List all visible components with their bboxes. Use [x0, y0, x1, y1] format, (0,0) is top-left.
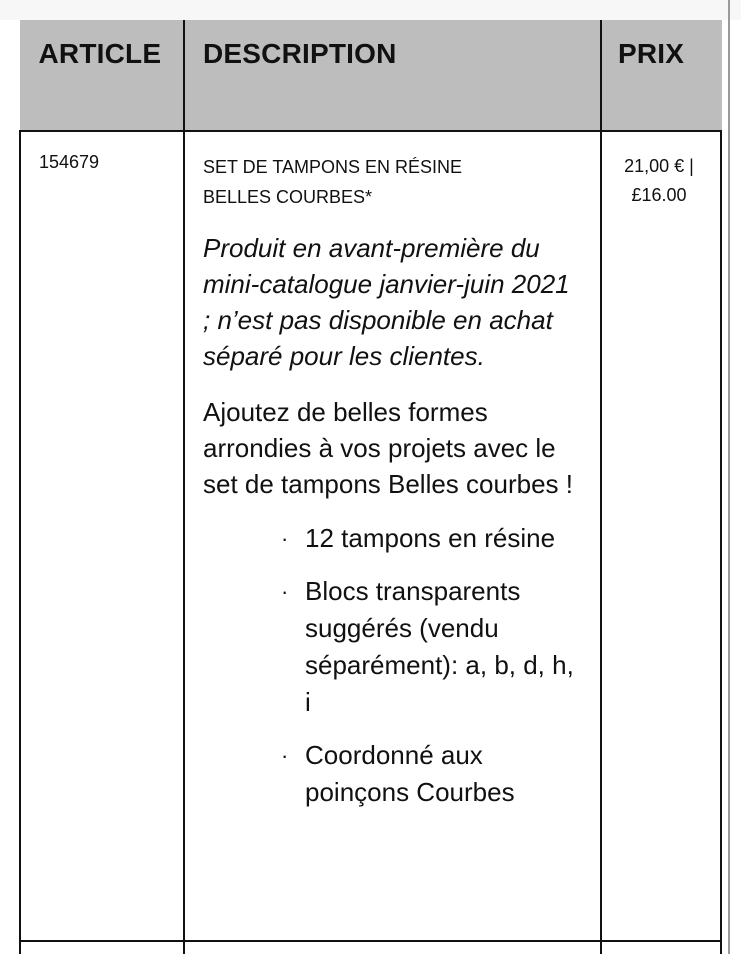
feature-list — [203, 520, 584, 811]
article-number: 154679 — [20, 131, 184, 941]
table-row — [20, 131, 721, 941]
feature-text: Coordonné aux poinçons Courbes — [305, 740, 515, 807]
table-row-next — [20, 941, 721, 954]
bullet-icon: · — [281, 743, 289, 768]
product-intro: Ajoutez de belles formes arrondies à vos projets avec le set de tampons Belles courbes ! — [203, 397, 573, 499]
empty-cell — [601, 941, 721, 954]
product-name-line-2: BELLES COURBES* — [203, 187, 373, 207]
feature-text: Blocs transparents suggérés (vendu séparément): a, b, d, h, i — [305, 576, 574, 717]
preview-note: Produit en avant-première du mini-catalogue janvier-juin 2021 ; n’est pas disponible en achat séparé pour les clientes. — [203, 233, 570, 371]
product-name — [203, 152, 584, 212]
empty-cell — [184, 941, 601, 954]
product-table — [19, 20, 722, 954]
price-gbp: £16.00 — [631, 185, 687, 205]
empty-cell — [20, 941, 184, 954]
description-cell — [184, 131, 601, 941]
feature-text: 12 tampons en résine — [305, 523, 556, 553]
list-item — [281, 573, 584, 721]
header-description: DESCRIPTION — [184, 20, 601, 131]
top-strip — [0, 0, 741, 20]
bullet-icon: · — [281, 526, 289, 551]
list-item — [281, 737, 584, 811]
price-cell — [601, 131, 721, 941]
price-eur: 21,00 € | — [624, 156, 694, 176]
header-article: ARTICLE — [20, 20, 184, 131]
header-row — [20, 20, 721, 131]
right-edge-rule — [728, 0, 730, 954]
header-price: PRIX — [601, 20, 721, 131]
product-name-line-1: SET DE TAMPONS EN RÉSINE — [203, 157, 463, 177]
list-item — [281, 520, 584, 557]
bullet-icon: · — [281, 579, 289, 604]
